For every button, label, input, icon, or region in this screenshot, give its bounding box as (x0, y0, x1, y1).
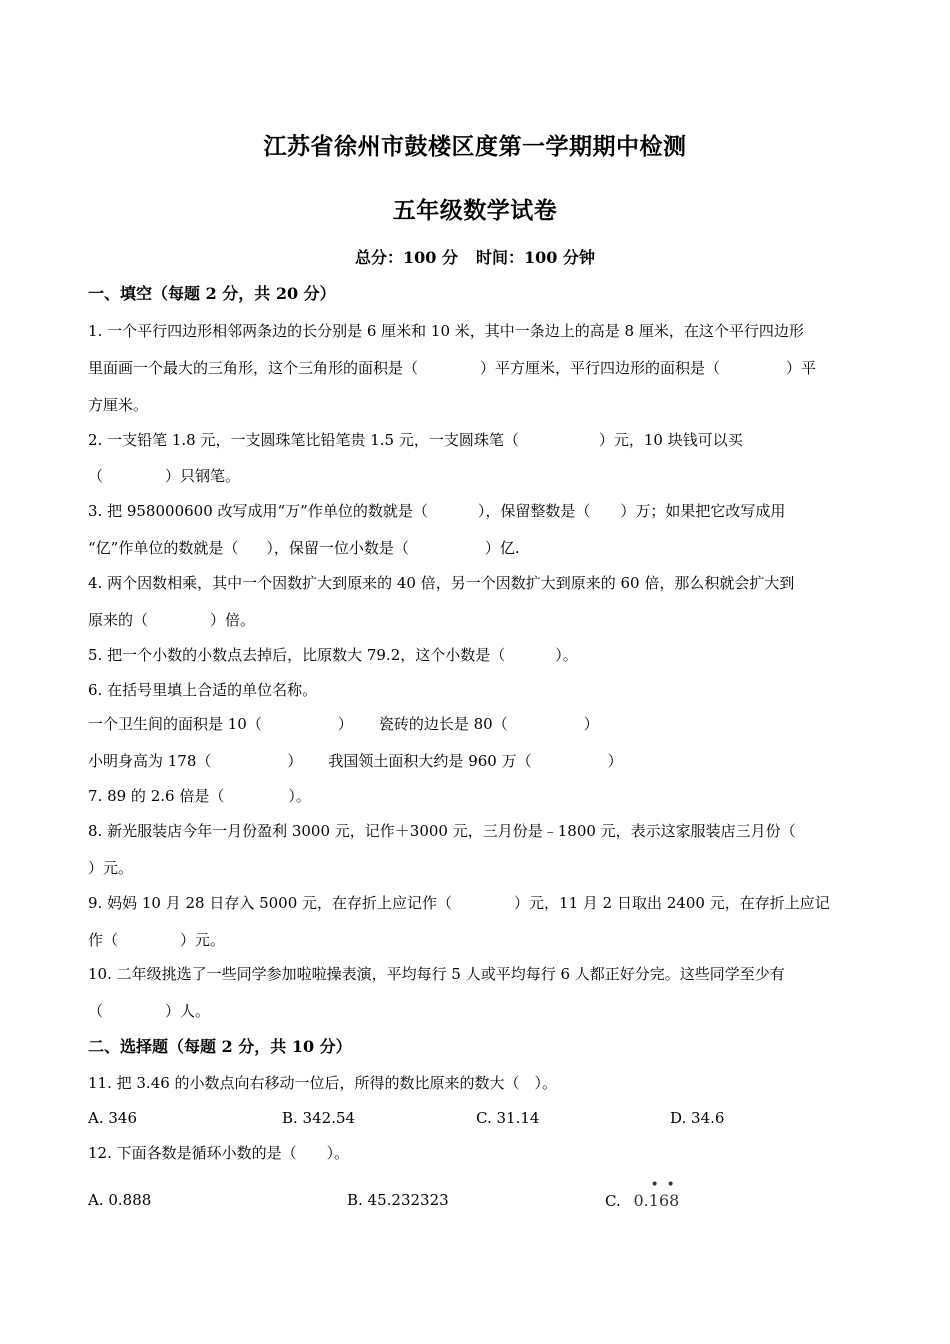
question-text: ）元。 (88, 859, 134, 877)
recurring-decimal-value: 0.168 (633, 1191, 680, 1210)
question-text: ） (287, 752, 303, 770)
question-text: ）。 (288, 787, 311, 805)
question-text: ）。 (555, 646, 578, 664)
exam-meta (0, 245, 950, 268)
question-text: “亿”作单位的数就是（ (88, 539, 239, 557)
question-text: 原来的（ (88, 611, 149, 629)
question-text (88, 538, 864, 558)
question-text: ） (607, 752, 623, 770)
option-c (605, 1177, 680, 1210)
question-text: （ (88, 1002, 104, 1020)
question-text: 5. 把一个小数的小数点去掉后，比原数大 79.2，这个小数是（ (88, 646, 506, 664)
option-c: C. 31.14 (476, 1109, 540, 1127)
question-text: ）人。 (165, 1002, 211, 1020)
question-text: ），保留一位小数是（ (266, 539, 409, 557)
question-text (88, 786, 864, 806)
question-text (88, 466, 864, 486)
section-heading: 一、填空（每题 2 分，共 20 分） (88, 284, 336, 303)
question-text: ）元。 (180, 931, 226, 949)
question-text: （ (88, 467, 104, 485)
question-text: 一个卫生间的面积是 10（ (88, 715, 262, 733)
exam-subtitle: 五年级数学试卷 (392, 197, 558, 224)
question-text: ）元，10 块钱可以买 (598, 431, 743, 449)
option-b: B. 342.54 (282, 1109, 356, 1127)
question-text: ），保留整数是（ (477, 502, 591, 520)
question-text: ）元，11 月 2 日取出 2400 元，在存折上应记 (514, 894, 830, 912)
recurring-dot: • (666, 1177, 675, 1193)
recurring-decimal (633, 1177, 680, 1210)
question-text: 小明身高为 178（ (88, 752, 212, 770)
question-text (88, 358, 864, 378)
question-text: 7. 89 的 2.6 倍是（ (88, 787, 225, 805)
section-heading: 二、选择题（每题 2 分，共 10 分） (88, 1037, 352, 1056)
total-score: 总分：100 分 (355, 248, 458, 267)
question-text: 9. 妈妈 10 月 28 日存入 5000 元，在存折上应记作（ (88, 894, 453, 912)
question-text (88, 751, 864, 771)
question-text: ）平 (786, 359, 817, 377)
question-text: 6. 在括号里填上合适的单位名称。 (88, 681, 318, 699)
question-text: ）倍。 (210, 611, 256, 629)
question-text: ）万；如果把它改写成用 (620, 502, 786, 520)
question-text: 作（ (88, 931, 119, 949)
question-text: 我国领土面积大约是 960 万（ (328, 752, 532, 770)
option-a: A. 0.888 (88, 1191, 152, 1209)
question-text: 11. 把 3.46 的小数点向右移动一位后，所得的数比原来的数大（ ）。 (88, 1074, 558, 1092)
question-text (88, 430, 864, 450)
question-text (88, 893, 864, 913)
question-text: 瓷砖的边长是 80（ (378, 715, 508, 733)
question-text: ） (583, 715, 599, 733)
question-text: ） (337, 715, 353, 733)
question-text (88, 610, 864, 630)
question-text: 里面画一个最大的三角形，这个三角形的面积是（ (88, 359, 419, 377)
option-b: B. 45.232323 (347, 1191, 449, 1209)
question-text: 方厘米。 (88, 396, 149, 414)
question-text: 3. 把 958000600 改写成用“万”作单位的数就是（ (88, 502, 428, 520)
option-c-label: C. (605, 1192, 621, 1210)
option-a: A. 346 (88, 1109, 137, 1127)
question-text (88, 714, 864, 734)
question-text: 2. 一支铅笔 1.8 元，一支圆珠笔比铅笔贵 1.5 元，一支圆珠笔（ (88, 431, 519, 449)
exam-time: 时间：100 分钟 (476, 248, 595, 267)
question-text: ）亿. (484, 539, 520, 557)
question-text: 12. 下面各数是循环小数的是（ ）。 (88, 1144, 350, 1162)
question-text: 8. 新光服装店今年一月份盈利 3000 元，记作＋3000 元，三月份是﹣1800 元，表示这家服装店三月份（ (88, 822, 796, 840)
question-text (88, 930, 864, 950)
question-text: 1. 一个平行四边形相邻两条边的长分别是 6 厘米和 10 米，其中一条边上的高是 8 厘米，在这个平行四边形 (88, 322, 804, 340)
recurring-dot: • (650, 1177, 659, 1193)
question-text (88, 1001, 864, 1021)
exam-title: 江苏省徐州市鼓楼区度第一学期期中检测 (263, 133, 687, 160)
question-text (88, 501, 864, 521)
question-text: ）平方厘米，平行四边形的面积是（ (480, 359, 721, 377)
question-text: 10. 二年级挑选了一些同学参加啦啦操表演，平均每行 5 人或平均每行 6 人都正好分完。这些同学至少有 (88, 965, 785, 983)
question-text: 4. 两个因数相乘，其中一个因数扩大到原来的 40 倍，另一个因数扩大到原来的 60 倍，那么积就会扩大到 (88, 574, 795, 592)
question-text: ）只钢笔。 (165, 467, 241, 485)
question-text (88, 645, 864, 665)
option-d: D. 34.6 (670, 1109, 725, 1127)
